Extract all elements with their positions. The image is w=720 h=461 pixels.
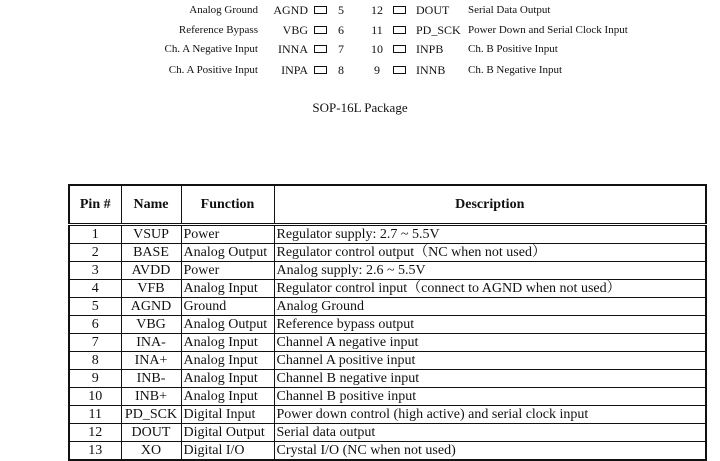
cell-name: AVDD [121,262,181,280]
cell-function: Digital I/O [181,442,274,461]
pin-left-number: 8 [338,63,344,77]
cell-function: Analog Input [181,280,274,298]
cell-description: Regulator supply: 2.7 ~ 5.5V [274,225,706,244]
table-row [69,225,706,244]
cell-function: Analog Output [181,316,274,334]
pin-left-name: VBG [282,23,308,37]
pin-right-description: Ch. B Positive Input [468,43,558,55]
cell-pin: 11 [69,406,121,424]
cell-name: XO [121,442,181,461]
pin-left-description: Ch. A Positive Input [168,64,258,76]
pin-right-lead [393,66,406,74]
cell-name: BASE [121,244,181,262]
pin-right-name: DOUT [416,3,450,17]
cell-function: Power [181,225,274,244]
cell-description: Reference bypass output [274,316,706,334]
pin-left-lead [314,6,327,14]
cell-name: VBG [121,316,181,334]
cell-pin: 4 [69,280,121,298]
pin-right-name: INNB [416,63,446,77]
pin-right-number: 10 [371,42,383,56]
pin-left-number: 7 [338,42,344,56]
cell-function: Analog Input [181,334,274,352]
cell-function: Analog Input [181,370,274,388]
cell-name: INA+ [121,352,181,370]
pin-right-number: 12 [371,3,383,17]
cell-description: Channel A negative input [274,334,706,352]
cell-function: Power [181,262,274,280]
pin-left-lead [314,26,327,34]
cell-description: Regulator control output（NC when not used） [274,244,706,262]
cell-pin: 10 [69,388,121,406]
cell-pin: 8 [69,352,121,370]
pinout-row [0,1,720,19]
pin-left-name: INPA [281,63,308,77]
pin-right-description: Serial Data Output [468,4,551,16]
pin-right-lead [393,6,406,14]
cell-name: INB+ [121,388,181,406]
cell-name: VSUP [121,225,181,244]
cell-function: Analog Output [181,244,274,262]
cell-function: Digital Output [181,424,274,442]
cell-description: Channel B negative input [274,370,706,388]
table-body [69,225,706,461]
pin-right-lead [393,26,406,34]
pin-right-lead [393,45,406,53]
pin-left-description: Ch. A Negative Input [164,43,258,55]
pin-description-table [68,184,707,461]
pin-left-name: INNA [278,42,308,56]
cell-pin: 6 [69,316,121,334]
pin-right-description: Ch. B Negative Input [468,64,563,76]
table-row [69,334,706,352]
cell-description: Regulator control input（connect to AGND when not used） [274,280,706,298]
table-row [69,280,706,298]
table-row [69,244,706,262]
cell-description: Channel A positive input [274,352,706,370]
pin-left-lead [314,66,327,74]
table-row [69,298,706,316]
pin-right-description: Power Down and Serial Clock Input [468,24,628,36]
cell-pin: 2 [69,244,121,262]
cell-function: Analog Input [181,352,274,370]
pin-right-number: 11 [371,23,383,37]
cell-description: Channel B positive input [274,388,706,406]
header-function: Function [181,185,274,225]
cell-pin: 7 [69,334,121,352]
header-name: Name [121,185,181,225]
cell-pin: 12 [69,424,121,442]
cell-description: Analog supply: 2.6 ~ 5.5V [274,262,706,280]
table-row [69,424,706,442]
cell-pin: 13 [69,442,121,461]
pin-right-number: 9 [374,63,380,77]
table-row [69,316,706,334]
table-row [69,262,706,280]
cell-description: Crystal I/O (NC when not used) [274,442,706,461]
table-row [69,442,706,461]
cell-pin: 3 [69,262,121,280]
cell-pin: 1 [69,225,121,244]
cell-description: Analog Ground [274,298,706,316]
table-row [69,388,706,406]
table-row [69,370,706,388]
cell-description: Power down control (high active) and serial clock input [274,406,706,424]
cell-name: AGND [121,298,181,316]
pin-left-description: Analog Ground [189,4,258,16]
cell-function: Ground [181,298,274,316]
pinout-row [0,40,720,58]
pin-right-name: PD_SCK [416,23,461,37]
pin-left-lead [314,45,327,53]
cell-name: INA- [121,334,181,352]
cell-name: DOUT [121,424,181,442]
table-row [69,406,706,424]
package-caption: SOP-16L Package [312,100,408,115]
cell-pin: 5 [69,298,121,316]
cell-name: PD_SCK [121,406,181,424]
table-row [69,352,706,370]
pin-left-number: 6 [338,23,344,37]
cell-name: INB- [121,370,181,388]
pin-right-name: INPB [416,42,444,56]
table-header-row [69,185,706,225]
cell-name: VFB [121,280,181,298]
cell-pin: 9 [69,370,121,388]
pinout-row [0,61,720,79]
pin-left-name: AGND [273,3,308,17]
cell-function: Analog Input [181,388,274,406]
pin-left-number: 5 [338,3,344,17]
header-description: Description [274,185,706,225]
cell-description: Serial data output [274,424,706,442]
header-pin: Pin # [69,185,121,225]
pinout-row [0,21,720,39]
pin-left-description: Reference Bypass [178,24,258,36]
cell-function: Digital Input [181,406,274,424]
